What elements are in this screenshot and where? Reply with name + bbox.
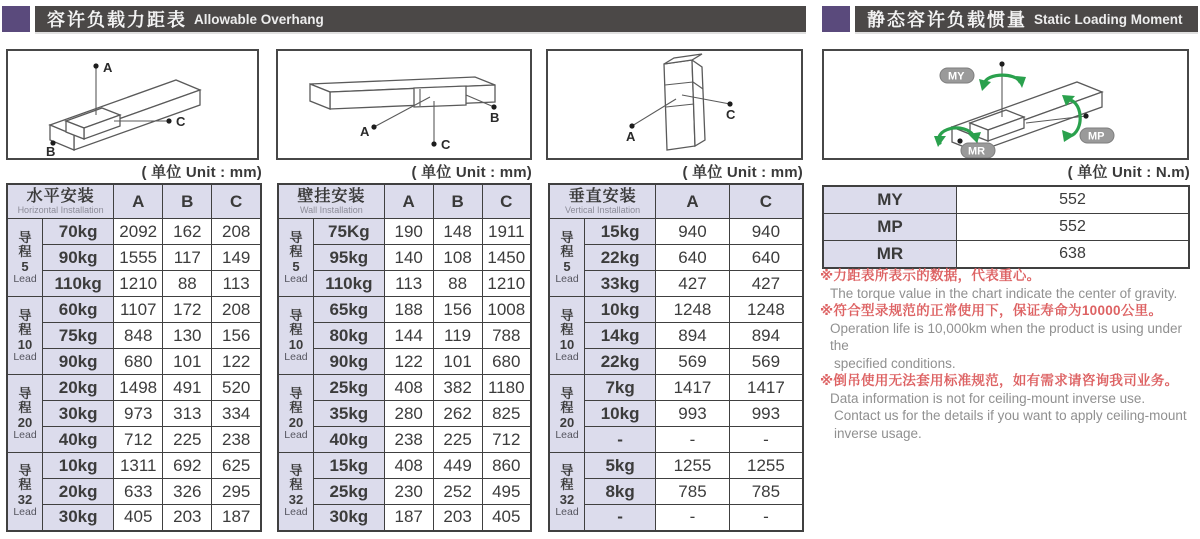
- point-label-a: A: [626, 129, 636, 144]
- value-cell: 633: [114, 479, 163, 505]
- value-cell: 1311: [114, 453, 163, 479]
- mr-badge-label: MR: [968, 145, 986, 158]
- value-cell: 712: [482, 427, 531, 453]
- point-marker-c: [727, 101, 732, 106]
- lead-group-label: 导 程 10 Lead: [7, 297, 43, 375]
- table-row: [549, 245, 803, 271]
- column-header-row: [278, 184, 531, 219]
- value-cell: 88: [163, 271, 212, 297]
- table-title-zh: 壁挂安装: [297, 188, 366, 205]
- load-cell: 7kg: [585, 375, 656, 401]
- value-cell: 262: [433, 401, 482, 427]
- note-en: Data information is not for ceiling-mount inverse use.: [830, 390, 1146, 406]
- vertical-install-diagram: [546, 49, 803, 160]
- table-row: [549, 479, 803, 505]
- horizontal-install-diagram: [6, 49, 259, 160]
- load-cell: 80kg: [313, 323, 384, 349]
- value-cell: -: [729, 427, 803, 453]
- load-cell: 15kg: [585, 219, 656, 245]
- value-cell: -: [656, 427, 730, 453]
- value-cell: 491: [163, 375, 212, 401]
- moment-value: 638: [957, 241, 1190, 269]
- load-cell: 90kg: [43, 245, 114, 271]
- value-cell: 940: [729, 219, 803, 245]
- load-cell: 5kg: [585, 453, 656, 479]
- table-row: [823, 186, 1189, 214]
- value-cell: 122: [212, 349, 261, 375]
- value-cell: 1107: [114, 297, 163, 323]
- load-cell: 25kg: [313, 479, 384, 505]
- value-cell: 1555: [114, 245, 163, 271]
- value-cell: 894: [656, 323, 730, 349]
- value-cell: 280: [384, 401, 433, 427]
- mr-badge: [961, 143, 995, 158]
- value-cell: 1417: [656, 375, 730, 401]
- load-cell: 10kg: [585, 297, 656, 323]
- table-title-en: Horizontal Installation: [17, 205, 104, 215]
- load-cell: 60kg: [43, 297, 114, 323]
- table-row: [7, 401, 261, 427]
- lead-group-label: 导 程 32 Lead: [549, 453, 585, 531]
- load-cell: 90kg: [313, 349, 384, 375]
- table-title-en: Wall Installation: [300, 205, 363, 215]
- value-cell: 203: [433, 505, 482, 531]
- load-cell: 30kg: [313, 505, 384, 531]
- value-cell: 252: [433, 479, 482, 505]
- table-row: [549, 453, 803, 479]
- table-title-cell: [549, 184, 656, 219]
- table-row: [278, 453, 531, 479]
- value-cell: 860: [482, 453, 531, 479]
- note-zh: ※符合型录规范的正常使用下，保证寿命为10000公里。: [820, 303, 1163, 318]
- value-cell: -: [729, 505, 803, 531]
- column-header-b: B: [163, 184, 212, 219]
- value-cell: 1911: [482, 219, 531, 245]
- point-label-c: C: [176, 114, 186, 129]
- table-row: [7, 297, 261, 323]
- wall-installation-table: [277, 183, 532, 532]
- table-row: [7, 245, 261, 271]
- axis-dot-mr: [957, 138, 962, 143]
- load-cell: 22kg: [585, 349, 656, 375]
- column-header-row: [7, 184, 261, 219]
- load-cell: 22kg: [585, 245, 656, 271]
- unit-label-mm: ( 单位 Unit : mm): [682, 164, 803, 181]
- table-row: [549, 349, 803, 375]
- table-title-cell: [278, 184, 384, 219]
- lead-group-label: 导 程 10 Lead: [549, 297, 585, 375]
- column-header-row: [549, 184, 803, 219]
- value-cell: 785: [729, 479, 803, 505]
- header-bar: [855, 6, 1198, 32]
- value-cell: 1417: [729, 375, 803, 401]
- section-title-en: Static Loading Moment: [1034, 11, 1183, 27]
- load-cell: 40kg: [43, 427, 114, 453]
- value-cell: 172: [163, 297, 212, 323]
- value-cell: 117: [163, 245, 212, 271]
- my-badge-label: MY: [948, 70, 965, 83]
- moment-value: 552: [957, 214, 1190, 241]
- value-cell: 625: [212, 453, 261, 479]
- value-cell: 1210: [114, 271, 163, 297]
- load-cell: 10kg: [43, 453, 114, 479]
- lead-group-label: 导 程 5 Lead: [549, 219, 585, 297]
- value-cell: 640: [729, 245, 803, 271]
- value-cell: -: [656, 505, 730, 531]
- table-row: [549, 375, 803, 401]
- value-cell: 788: [482, 323, 531, 349]
- value-cell: 101: [433, 349, 482, 375]
- unit-label-mm: ( 单位 Unit : mm): [411, 164, 532, 181]
- table-row: [549, 401, 803, 427]
- value-cell: 427: [729, 271, 803, 297]
- point-label-a: A: [360, 124, 370, 139]
- value-cell: 148: [433, 219, 482, 245]
- table-row: [278, 323, 531, 349]
- table-row: [7, 349, 261, 375]
- table-row: [7, 323, 261, 349]
- value-cell: 692: [163, 453, 212, 479]
- accent-square: [822, 6, 850, 32]
- load-cell: 20kg: [43, 375, 114, 401]
- lead-group-label: 导 程 32 Lead: [278, 453, 313, 531]
- column-header-b: B: [433, 184, 482, 219]
- table-row: [278, 219, 531, 245]
- table-row: [278, 401, 531, 427]
- value-cell: 1180: [482, 375, 531, 401]
- point-label-c: C: [726, 107, 736, 122]
- value-cell: 712: [114, 427, 163, 453]
- load-cell: 110kg: [43, 271, 114, 297]
- wall-install-diagram: [276, 49, 532, 160]
- column-header-a: A: [656, 184, 730, 219]
- load-cell: 33kg: [585, 271, 656, 297]
- value-cell: 894: [729, 323, 803, 349]
- value-cell: 238: [384, 427, 433, 453]
- table-row: [823, 214, 1189, 241]
- mp-badge: [1080, 128, 1114, 143]
- value-cell: 101: [163, 349, 212, 375]
- point-label-c: C: [441, 137, 451, 152]
- value-cell: 140: [384, 245, 433, 271]
- section-title-zh: 容许负载力距表: [47, 10, 187, 30]
- value-cell: 188: [384, 297, 433, 323]
- note-en: specified conditions.: [834, 355, 956, 371]
- value-cell: 680: [482, 349, 531, 375]
- rail-drawing: [310, 77, 495, 109]
- moment-label: MY: [823, 186, 957, 214]
- value-cell: 326: [163, 479, 212, 505]
- value-cell: 334: [212, 401, 261, 427]
- value-cell: 382: [433, 375, 482, 401]
- point-marker-a: [93, 63, 98, 68]
- table-row: [549, 427, 803, 453]
- value-cell: 2092: [114, 219, 163, 245]
- vertical-installation-table: [548, 183, 804, 532]
- value-cell: 569: [656, 349, 730, 375]
- static-loading-moment-table: [822, 185, 1190, 269]
- lead-group-label: 导 程 10 Lead: [278, 297, 313, 375]
- load-cell: 15kg: [313, 453, 384, 479]
- load-cell: 90kg: [43, 349, 114, 375]
- note-zh: ※倒吊使用无法套用标准规范，如有需求请咨询我司业务。: [820, 373, 1179, 388]
- value-cell: 785: [656, 479, 730, 505]
- table-row: [549, 297, 803, 323]
- value-cell: 190: [384, 219, 433, 245]
- note-en: inverse usage.: [834, 425, 922, 441]
- value-cell: 640: [656, 245, 730, 271]
- table-row: [7, 505, 261, 531]
- value-cell: 108: [433, 245, 482, 271]
- value-cell: 162: [163, 219, 212, 245]
- load-cell: 8kg: [585, 479, 656, 505]
- value-cell: 1248: [729, 297, 803, 323]
- value-cell: 187: [212, 505, 261, 531]
- value-cell: 520: [212, 375, 261, 401]
- mp-badge-label: MP: [1088, 130, 1105, 143]
- value-cell: 680: [114, 349, 163, 375]
- load-cell: 10kg: [585, 401, 656, 427]
- table-row: [278, 245, 531, 271]
- value-cell: 1498: [114, 375, 163, 401]
- my-badge: [940, 68, 974, 83]
- section-title-en: Allowable Overhang: [194, 11, 324, 27]
- unit-label-mm: ( 单位 Unit : mm): [141, 164, 262, 181]
- table-row: [278, 479, 531, 505]
- value-cell: 449: [433, 453, 482, 479]
- value-cell: 208: [212, 297, 261, 323]
- note-en: Operation life is 10,000km when the product is using under the: [830, 320, 1182, 353]
- table-row: [549, 271, 803, 297]
- value-cell: 825: [482, 401, 531, 427]
- value-cell: 225: [433, 427, 482, 453]
- column-header-a: A: [114, 184, 163, 219]
- load-cell: -: [585, 505, 656, 531]
- value-cell: 1008: [482, 297, 531, 323]
- point-marker-a: [629, 123, 634, 128]
- note-en: Contact us for the details if you want to apply ceiling-mount: [834, 408, 1187, 423]
- value-cell: 408: [384, 453, 433, 479]
- value-cell: 156: [433, 297, 482, 323]
- table-row: [549, 505, 803, 531]
- lead-group-label: 导 程 20 Lead: [549, 375, 585, 453]
- value-cell: 1255: [729, 453, 803, 479]
- load-cell: 35kg: [313, 401, 384, 427]
- table-row: [7, 479, 261, 505]
- value-cell: 130: [163, 323, 212, 349]
- lead-group-label: 导 程 5 Lead: [7, 219, 43, 297]
- value-cell: 427: [656, 271, 730, 297]
- value-cell: 113: [212, 271, 261, 297]
- column-header-c: C: [212, 184, 261, 219]
- table-row: [823, 241, 1189, 269]
- lead-group-label: 导 程 32 Lead: [7, 453, 43, 531]
- table-row: [7, 219, 261, 245]
- point-label-a: A: [103, 60, 113, 75]
- column-header-c: C: [729, 184, 803, 219]
- value-cell: 940: [656, 219, 730, 245]
- column-header-a: A: [384, 184, 433, 219]
- point-label-b: B: [490, 110, 500, 125]
- axis-dot-my: [999, 61, 1004, 66]
- moment-label: MR: [823, 241, 957, 269]
- load-cell: 95kg: [313, 245, 384, 271]
- header-bar: [35, 6, 806, 32]
- table-row: [278, 427, 531, 453]
- table-row: [549, 323, 803, 349]
- table-row: [7, 453, 261, 479]
- load-cell: 75kg: [43, 323, 114, 349]
- table-row: [7, 375, 261, 401]
- value-cell: 203: [163, 505, 212, 531]
- accent-square: [2, 6, 30, 32]
- load-cell: 75Kg: [313, 219, 384, 245]
- load-cell: -: [585, 427, 656, 453]
- value-cell: 208: [212, 219, 261, 245]
- table-title-cell: [7, 184, 114, 219]
- horizontal-installation-table: [6, 183, 262, 532]
- point-marker-b: [491, 104, 496, 109]
- value-cell: 569: [729, 349, 803, 375]
- value-cell: 122: [384, 349, 433, 375]
- note-zh: ※力距表所表示的数据，代表重心。: [820, 268, 1041, 283]
- load-cell: 40kg: [313, 427, 384, 453]
- point-marker-a: [371, 124, 376, 129]
- value-cell: 1248: [656, 297, 730, 323]
- table-title-en: Vertical Installation: [565, 205, 641, 215]
- value-cell: 119: [433, 323, 482, 349]
- table-row: [549, 219, 803, 245]
- value-cell: 993: [729, 401, 803, 427]
- section-title-zh: 静态容许负载惯量: [867, 10, 1027, 30]
- value-cell: 405: [114, 505, 163, 531]
- value-cell: 187: [384, 505, 433, 531]
- load-cell: 110kg: [313, 271, 384, 297]
- table-title-zh: 垂直安装: [568, 188, 637, 205]
- value-cell: 113: [384, 271, 433, 297]
- table-row: [278, 271, 531, 297]
- value-cell: 405: [482, 505, 531, 531]
- lead-group-label: 导 程 20 Lead: [7, 375, 43, 453]
- point-marker-c: [166, 118, 171, 123]
- value-cell: 313: [163, 401, 212, 427]
- value-cell: 149: [212, 245, 261, 271]
- note-en: The torque value in the chart indicate the center of gravity.: [830, 285, 1178, 301]
- value-cell: 230: [384, 479, 433, 505]
- value-cell: 495: [482, 479, 531, 505]
- moment-diagram: [822, 49, 1189, 160]
- load-cell: 20kg: [43, 479, 114, 505]
- section-header-allowable-overhang: [2, 6, 806, 32]
- moment-label: MP: [823, 214, 957, 241]
- load-cell: 70kg: [43, 219, 114, 245]
- load-cell: 14kg: [585, 323, 656, 349]
- value-cell: 993: [656, 401, 730, 427]
- footnotes: [820, 267, 1200, 442]
- value-cell: 408: [384, 375, 433, 401]
- value-cell: 88: [433, 271, 482, 297]
- value-cell: 225: [163, 427, 212, 453]
- table-row: [7, 427, 261, 453]
- unit-label-nm: ( 单位 Unit : N.m): [1067, 164, 1190, 181]
- table-row: [278, 375, 531, 401]
- table-row: [7, 271, 261, 297]
- point-label-b: B: [46, 144, 56, 158]
- load-cell: 30kg: [43, 401, 114, 427]
- load-cell: 25kg: [313, 375, 384, 401]
- value-cell: 1450: [482, 245, 531, 271]
- load-cell: 65kg: [313, 297, 384, 323]
- table-row: [278, 297, 531, 323]
- lead-group-label: 导 程 20 Lead: [278, 375, 313, 453]
- value-cell: 144: [384, 323, 433, 349]
- load-cell: 30kg: [43, 505, 114, 531]
- value-cell: 156: [212, 323, 261, 349]
- table-title-zh: 水平安装: [26, 188, 95, 205]
- table-row: [278, 505, 531, 531]
- lead-group-label: 导 程 5 Lead: [278, 219, 313, 297]
- value-cell: 973: [114, 401, 163, 427]
- section-header-static-loading-moment: [822, 6, 1198, 32]
- point-marker-c: [431, 141, 436, 146]
- moment-value: 552: [957, 186, 1190, 214]
- value-cell: 848: [114, 323, 163, 349]
- value-cell: 1255: [656, 453, 730, 479]
- table-row: [278, 349, 531, 375]
- value-cell: 238: [212, 427, 261, 453]
- value-cell: 295: [212, 479, 261, 505]
- axis-dot-mp: [1083, 113, 1088, 118]
- value-cell: 1210: [482, 271, 531, 297]
- column-header-c: C: [482, 184, 531, 219]
